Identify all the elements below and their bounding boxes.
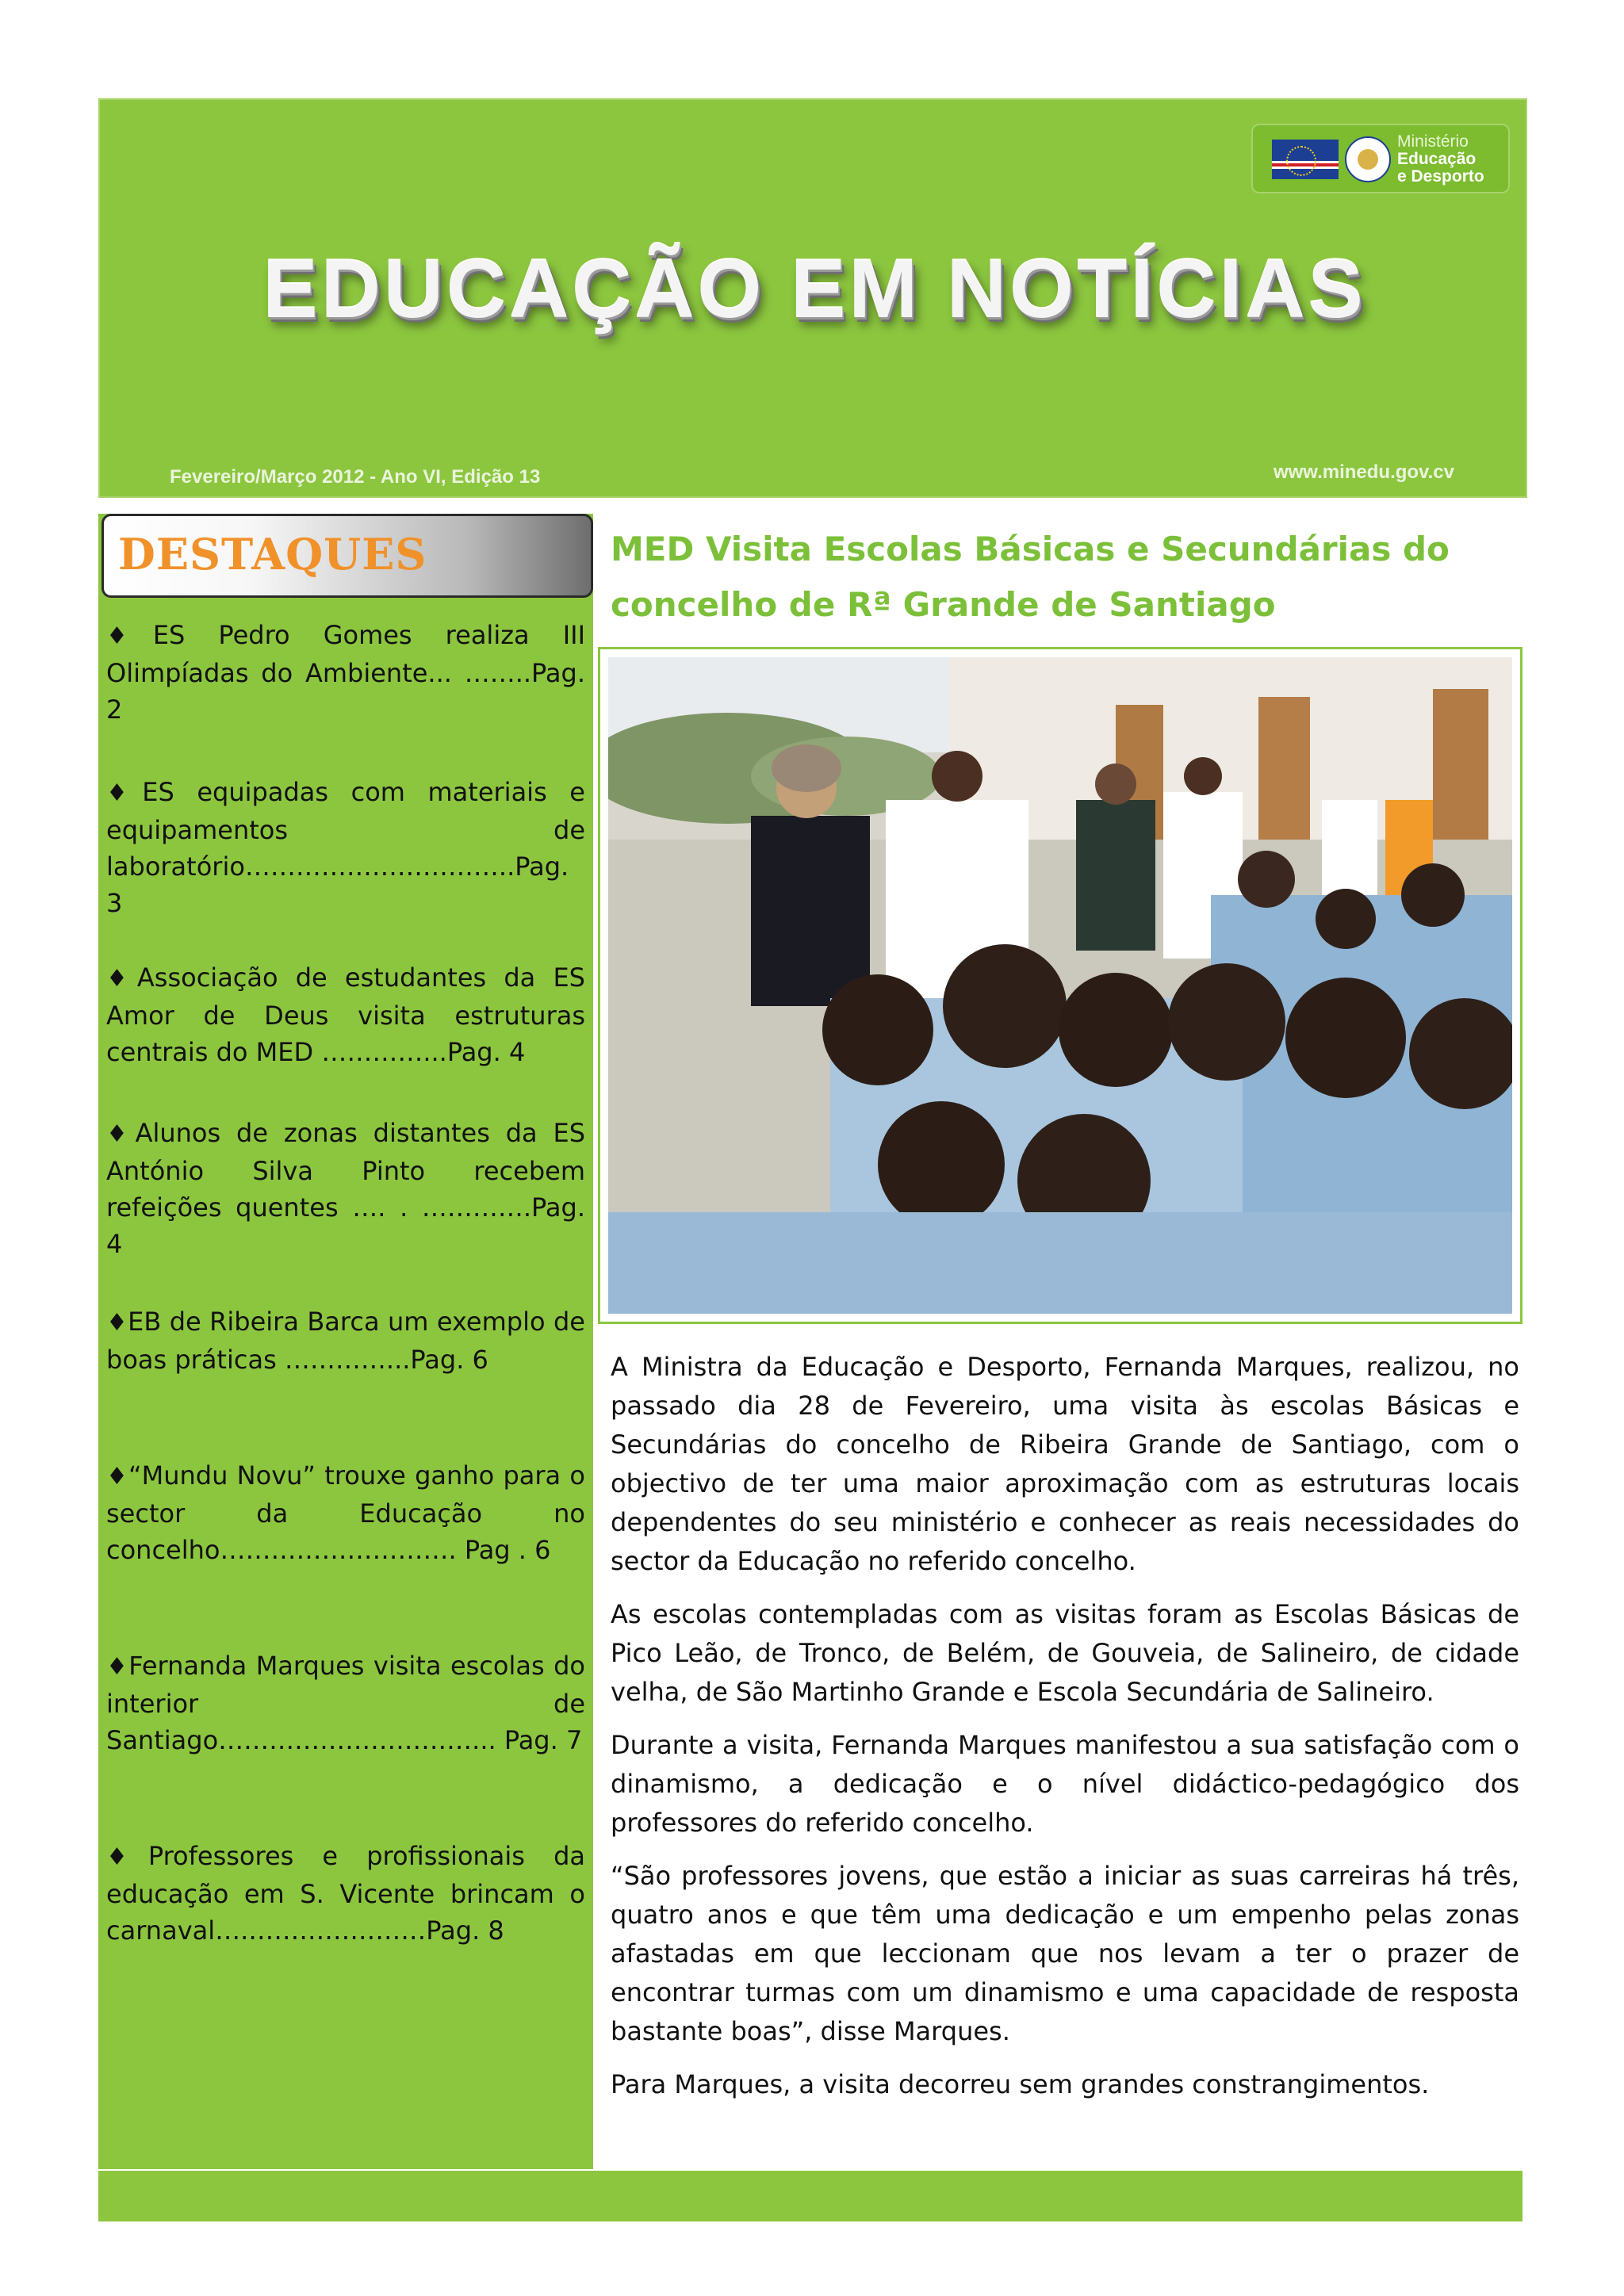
ministry-seal-icon <box>1345 136 1391 182</box>
highlight-text: “Mundu Novu” trouxe ganho para o sector da Educação no concelho………………………. Pag . 6 <box>106 1460 585 1565</box>
diamond-bullet-icon: ♦ <box>106 779 143 807</box>
highlight-item[interactable] <box>106 959 585 1070</box>
article-paragraph: A Ministra da Educação e Desporto, Fernanda Marques, realizou, no passado dia 28 de Fevereiro, uma visita às escolas Básicas e Secundárias do concelho de Ribeira Grande de Santiago, com o objectivo de ter uma maior aproximação com as estruturas locais dependentes do seu ministério e conhecer as reais necessidades do sector da Educação no referido concelho. <box>611 1352 1519 1576</box>
highlights-heading-box <box>102 514 593 598</box>
ministry-logo <box>1251 124 1510 193</box>
article-body <box>611 1348 1519 2118</box>
highlight-text: Fernanda Marques visita escolas do interior de Santiago…………………………... Pag. 7 <box>106 1651 586 1755</box>
highlight-item[interactable] <box>106 1838 585 1949</box>
highlight-item[interactable] <box>106 1457 585 1568</box>
highlight-item[interactable] <box>106 1115 585 1262</box>
diamond-bullet-icon: ♦ <box>106 965 137 993</box>
highlight-text: Associação de estudantes da ES Amor de Deus visita estruturas centrais do MED …………...Pag. 4 <box>106 962 585 1067</box>
diamond-bullet-icon: ♦ <box>106 1309 128 1337</box>
article-paragraph: Para Marques, a visita decorreu sem grandes constrangimentos. <box>611 2069 1430 2099</box>
edition-info: Fevereiro/Março 2012 - Ano VI, Edição 13 <box>170 466 541 488</box>
highlight-text: EB de Ribeira Barca um exemplo de boas práticas …………...Pag. 6 <box>106 1307 585 1375</box>
highlight-item[interactable] <box>106 1303 585 1378</box>
article-paragraph: Durante a visita, Fernanda Marques manifestou a sua satisfação com o dinamismo, a dedicação e o nível didáctico-pedagógico dos professores do referido concelho. <box>611 1730 1519 1838</box>
ministry-name <box>1397 133 1508 186</box>
highlight-text: ES Pedro Gomes realiza III Olimpíadas do Ambiente... ……..Pag. 2 <box>106 620 585 725</box>
diamond-bullet-icon: ♦ <box>106 622 153 650</box>
ministry-line-3: e Desporto <box>1397 167 1484 186</box>
highlight-item[interactable] <box>106 617 585 728</box>
highlight-text: Alunos de zonas distantes da ES António Silva Pinto recebem refeições quentes …. . ………….Pag. 4 <box>106 1118 585 1259</box>
diamond-bullet-icon: ♦ <box>106 1463 129 1490</box>
article-photo-frame <box>598 647 1522 1324</box>
cape-verde-flag-icon <box>1272 140 1339 179</box>
footer-bar <box>98 2171 1522 2221</box>
highlight-text: ES equipadas com materiais e equipamentos de laboratório…………………………..Pag. 3 <box>106 777 585 918</box>
article-paragraph: “São professores jovens, que estão a iniciar as suas carreiras há três, quatro anos e que têm uma dedicação e um empenho pelas zonas afastadas em que leccionam que nos levam a ter o prazer de encontrar turmas com um dinamismo e uma capacidade de resposta bastante boas”, disse Marques. <box>611 1861 1519 2046</box>
diamond-bullet-icon: ♦ <box>106 1120 136 1148</box>
article-paragraph: As escolas contempladas com as visitas foram as Escolas Básicas de Pico Leão, de Tronco, de Belém, de Gouveia, de Salineiro, de cidade velha, de São Martinho Grande e Escola Secundária de Salineiro. <box>611 1599 1519 1707</box>
diamond-bullet-icon: ♦ <box>106 1843 148 1871</box>
newsletter-header <box>98 98 1527 498</box>
article-title: MED Visita Escolas Básicas e Secundárias do concelho de Rª Grande de Santiago <box>611 530 1450 624</box>
highlight-item[interactable] <box>106 774 585 921</box>
ministry-line-1: Ministério <box>1397 132 1469 151</box>
highlights-sidebar <box>98 514 593 2169</box>
highlight-item[interactable] <box>106 1647 585 1758</box>
diamond-bullet-icon: ♦ <box>106 1653 129 1681</box>
ministry-line-2: Educação <box>1397 150 1477 168</box>
newsletter-title: EDUCAÇÃO EM NOTÍCIAS <box>262 243 1366 335</box>
school-visit-photo <box>608 657 1512 1314</box>
highlights-heading: DESTAQUES <box>118 529 427 580</box>
highlight-text: Professores e profissionais da educação em S. Vicente brincam o carnaval….…………………Pag. 8 <box>106 1841 585 1946</box>
website-link[interactable]: www.minedu.gov.cv <box>1273 461 1454 483</box>
